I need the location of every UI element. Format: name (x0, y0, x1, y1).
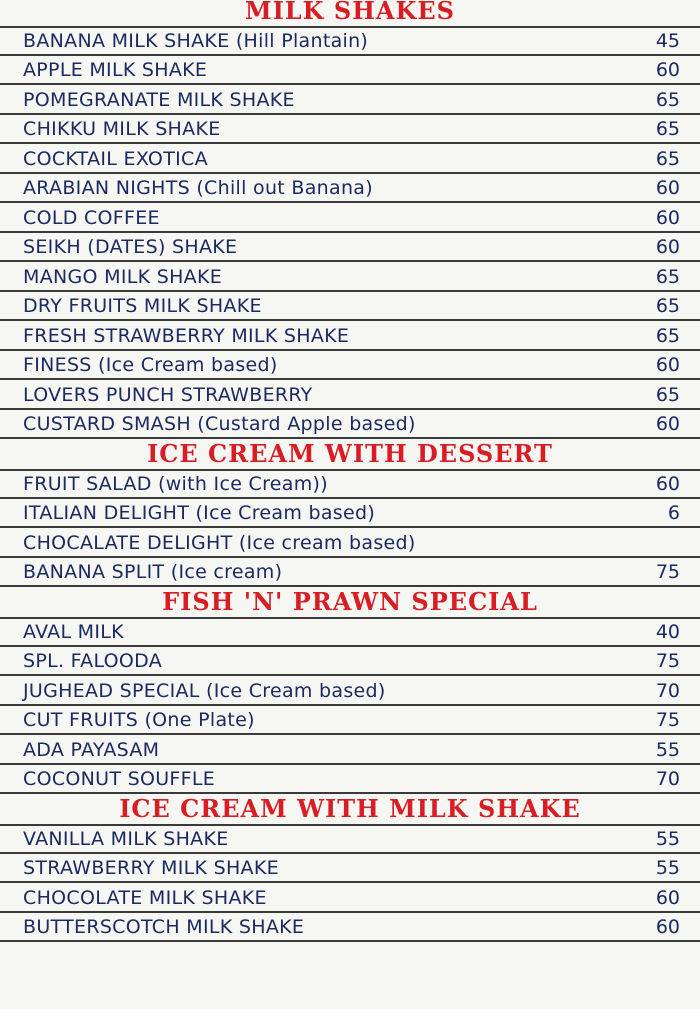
item-list (0, 617, 700, 794)
menu-item (0, 706, 700, 736)
menu-item (0, 410, 700, 440)
item-name: FINESS (Ice Cream based) (23, 354, 278, 376)
item-name: APPLE MILK SHAKE (23, 59, 208, 81)
item-price: 45 (655, 29, 680, 52)
menu-item (0, 144, 700, 174)
item-name: BUTTERSCOTCH MILK SHAKE (23, 916, 305, 938)
menu-item (0, 85, 700, 115)
menu-item (0, 617, 700, 647)
menu-item (0, 203, 700, 233)
item-name: CHIKKU MILK SHAKE (23, 118, 221, 140)
item-name: CHOCALATE DELIGHT (Ice cream based) (23, 531, 416, 554)
item-name: ADA PAYASAM (23, 738, 160, 761)
section-fish-n-prawn-special (0, 587, 700, 794)
item-price: 60 (655, 59, 680, 81)
menu-item (0, 647, 700, 677)
item-price: 40 (655, 620, 680, 643)
item-price: 55 (655, 857, 680, 879)
item-name: COLD COFFEE (23, 206, 160, 229)
item-name: BANANA MILK SHAKE (Hill Plantain) (23, 29, 369, 52)
menu-item (0, 321, 700, 351)
menu-item (0, 174, 700, 204)
section-title: ICE CREAM WITH MILK SHAKE (119, 794, 581, 823)
item-name: COCONUT SOUFFLE (23, 768, 216, 790)
menu-item (0, 854, 700, 884)
section-title: ICE CREAM WITH DESSERT (147, 439, 553, 468)
menu-item (0, 292, 700, 322)
section-ice-cream-with-dessert (0, 439, 700, 587)
item-price: 55 (655, 738, 680, 761)
menu-item (0, 824, 700, 854)
item-price: 60 (655, 886, 680, 909)
menu-item (0, 499, 700, 529)
item-price: 70 (655, 768, 680, 790)
item-list (0, 26, 700, 439)
item-price: 60 (655, 354, 680, 376)
menu-item (0, 913, 700, 943)
section-title: MILK SHAKES (245, 0, 455, 25)
item-price: 65 (655, 88, 680, 111)
menu-item (0, 735, 700, 765)
item-name: BANANA SPLIT (Ice cream) (23, 561, 283, 583)
item-price: 65 (655, 324, 680, 347)
item-price: 60 (655, 472, 680, 495)
item-price: 55 (655, 827, 680, 850)
item-name: VANILLA MILK SHAKE (23, 827, 229, 850)
item-price: 65 (655, 383, 680, 406)
item-price: 70 (655, 679, 680, 702)
section-title: FISH 'N' PRAWN SPECIAL (162, 587, 538, 616)
item-price: 75 (655, 650, 680, 672)
menu-item (0, 26, 700, 56)
menu-item (0, 765, 700, 795)
item-name: FRESH STRAWBERRY MILK SHAKE (23, 324, 350, 347)
item-price: 6 (667, 502, 680, 524)
item-price: 75 (655, 561, 680, 583)
item-name: POMEGRANATE MILK SHAKE (23, 88, 295, 111)
item-name: STRAWBERRY MILK SHAKE (23, 857, 279, 879)
menu-item (0, 56, 700, 86)
item-price: 60 (655, 413, 680, 435)
menu-item (0, 262, 700, 292)
menu-item (0, 380, 700, 410)
menu-item (0, 676, 700, 706)
item-name: MANGO MILK SHAKE (23, 265, 223, 288)
item-name: DRY FRUITS MILK SHAKE (23, 295, 262, 317)
item-name: SEIKH (DATES) SHAKE (23, 236, 238, 258)
item-price: 75 (655, 709, 680, 731)
item-name: SPL. FALOODA (23, 650, 163, 672)
menu-item (0, 233, 700, 263)
item-price: 65 (655, 265, 680, 288)
item-name: ARABIAN NIGHTS (Chill out Banana) (23, 177, 373, 199)
menu-item (0, 528, 700, 558)
item-price: 65 (655, 147, 680, 170)
item-list (0, 824, 700, 942)
item-name: AVAL MILK (23, 620, 124, 643)
menu-item (0, 115, 700, 145)
item-price: 60 (655, 236, 680, 258)
item-price: 60 (655, 206, 680, 229)
item-name: CHOCOLATE MILK SHAKE (23, 886, 267, 909)
item-price: 65 (655, 118, 680, 140)
item-name: ITALIAN DELIGHT (Ice Cream based) (23, 502, 376, 524)
item-price: 65 (655, 295, 680, 317)
item-list (0, 469, 700, 587)
item-name: LOVERS PUNCH STRAWBERRY (23, 383, 313, 406)
item-name: CUSTARD SMASH (Custard Apple based) (23, 413, 416, 435)
menu-item (0, 558, 700, 588)
section-ice-cream-with-milk-shake (0, 794, 700, 942)
section-milk-shakes (0, 0, 700, 439)
item-price: 60 (655, 177, 680, 199)
menu-item (0, 883, 700, 913)
item-price: 60 (655, 916, 680, 938)
item-name: CUT FRUITS (One Plate) (23, 709, 255, 731)
menu-item (0, 469, 700, 499)
menu-item (0, 351, 700, 381)
item-name: FRUIT SALAD (with Ice Cream)) (23, 472, 328, 495)
item-name: JUGHEAD SPECIAL (Ice Cream based) (23, 679, 386, 702)
item-name: COCKTAIL EXOTICA (23, 147, 208, 170)
